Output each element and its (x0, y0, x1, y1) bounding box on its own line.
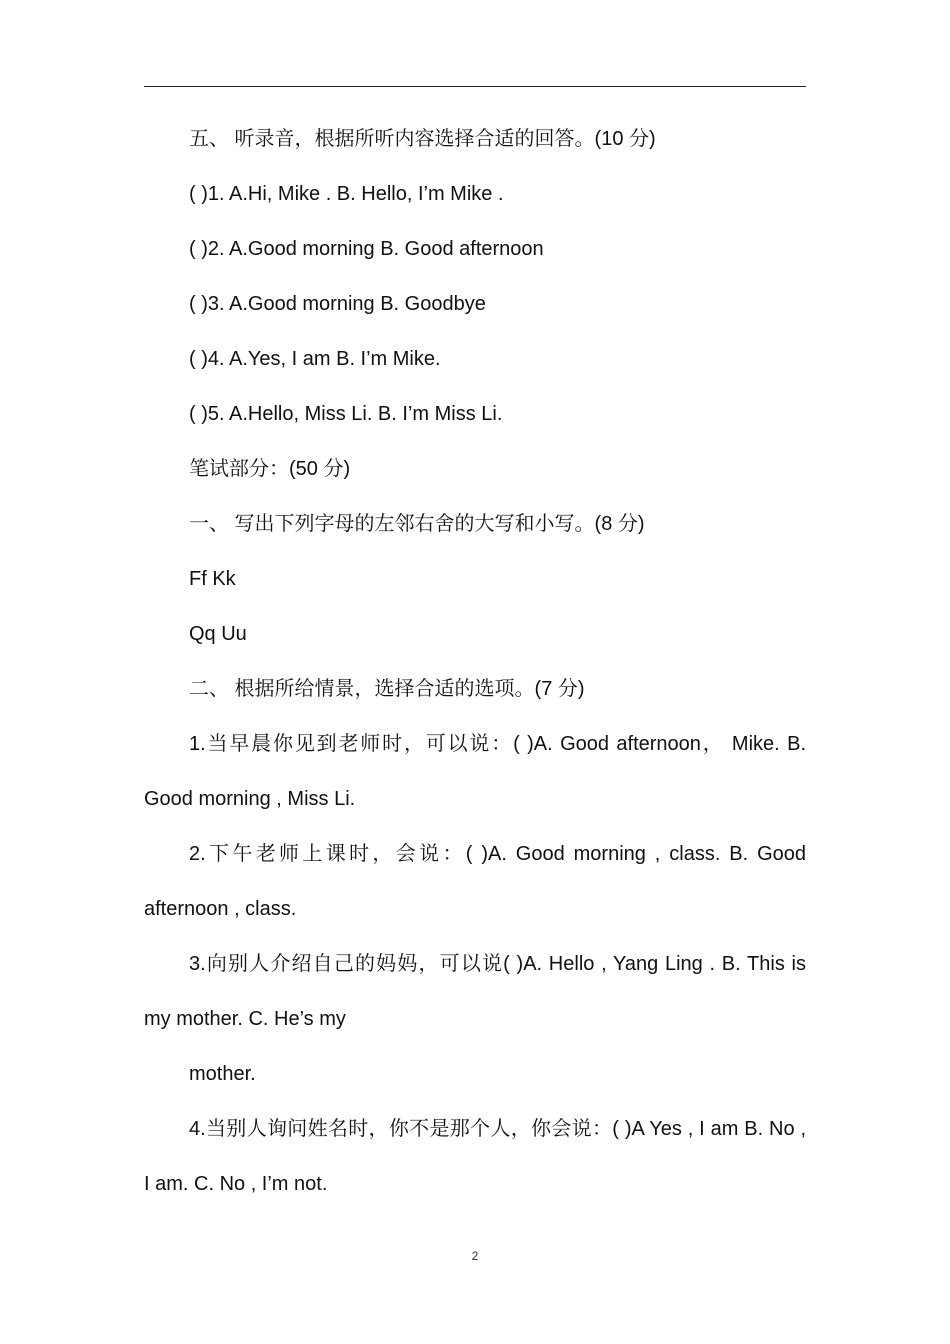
listening-item-2: ( )2. A.Good morning B. Good afternoon (189, 238, 544, 260)
situation-question-1: 1.当早晨你见到老师时，可以说：( )A. Good afternoon， Mike. B. Good morning , Miss Li. (144, 733, 806, 810)
situation-question-3-continued: mother. (189, 1063, 256, 1085)
situation-question-4: 4.当别人询问姓名时，你不是那个人，你会说：( )A Yes , I am B. No , I am. C. No , I’m not. (144, 1118, 806, 1195)
page-number: 2 (471, 1249, 479, 1263)
letters-row-1: Ff Kk (189, 568, 236, 590)
situation-question-3: 3.向别人介绍自己的妈妈，可以说( )A. Hello , Yang Ling . B. This is my mother. C. He’s my (144, 953, 806, 1030)
letters-row-2: Qq Uu (189, 623, 247, 645)
listening-item-3: ( )3. A.Good morning B. Goodbye (189, 293, 486, 315)
listening-item-1: ( )1. A.Hi, Mike . B. Hello, I’m Mike . (189, 183, 504, 205)
listening-item-4: ( )4. A.Yes, I am B. I’m Mike. (189, 348, 441, 370)
section-heading-situations: 二、 根据所给情景，选择合适的选项。(7 分) (189, 678, 585, 700)
situation-question-2: 2.下午老师上课时，会说：( )A. Good morning , class. B. Good afternoon , class. (144, 843, 806, 920)
listening-item-5: ( )5. A.Hello, Miss Li. B. I’m Miss Li. (189, 403, 503, 425)
written-part-heading: 笔试部分：(50 分) (189, 458, 351, 480)
section-heading-letters: 一、 写出下列字母的左邻右舍的大写和小写。(8 分) (189, 513, 645, 535)
header-rule (144, 86, 806, 87)
page-content (144, 112, 806, 1212)
section-heading-listening: 五、 听录音，根据所听内容选择合适的回答。(10 分) (189, 128, 656, 150)
